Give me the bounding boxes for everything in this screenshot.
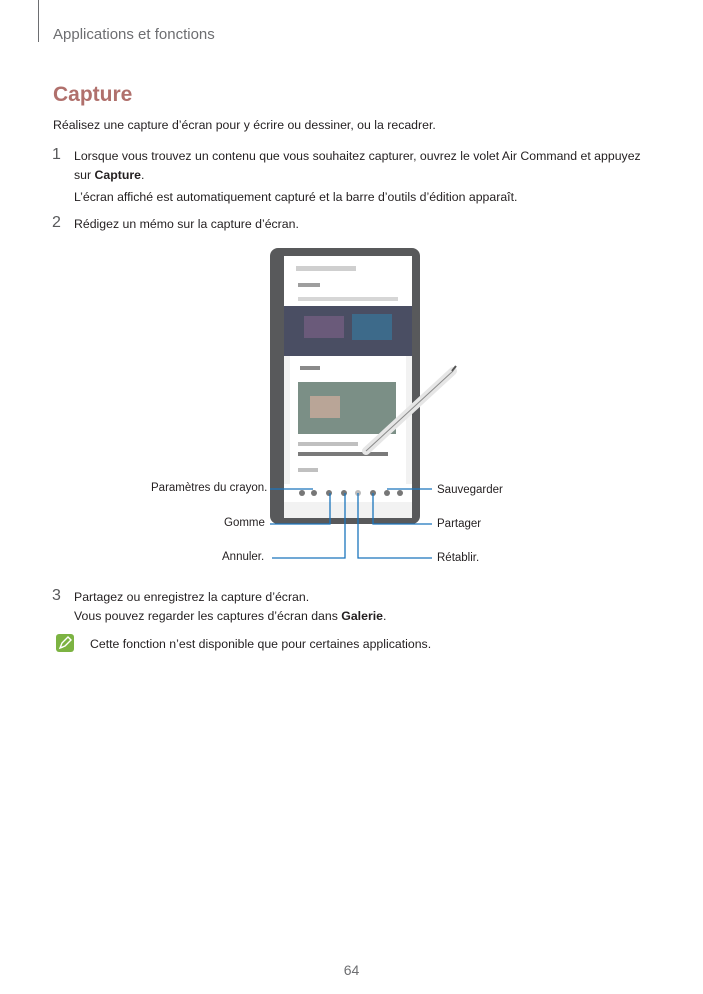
label-pen-settings: Paramètres du crayon. [151, 482, 268, 494]
chapter-title: Applications et fonctions [53, 26, 215, 43]
callout-eraser [270, 493, 330, 524]
callout-redo [358, 493, 432, 558]
note-text: Cette fonction n’est disponible que pour certaines applications. [90, 637, 432, 651]
step-3-suffix: . [382, 609, 387, 623]
label-redo: Rétablir. [437, 552, 480, 564]
step-2-number: 2 [52, 214, 61, 231]
step-3-number: 3 [52, 587, 61, 604]
label-eraser: Gomme [224, 517, 265, 529]
step-1-suffix: . [140, 168, 145, 182]
step-1-bold: Capture [94, 168, 141, 182]
page-number: 64 [343, 962, 360, 978]
section-title: Capture [53, 83, 133, 106]
section-intro: Réalisez une capture d’écran pour y écrire ou dessiner, ou la recadrer. [53, 118, 436, 132]
step-2-text: Rédigez un mémo sur la capture d’écran. [74, 217, 299, 231]
step-3-bold: Galerie [341, 609, 383, 623]
step-1-number: 1 [52, 146, 61, 163]
s-pen-illustration [366, 366, 456, 451]
step-3-prefix: Vous pouvez regarder les captures d’écran dans [74, 609, 342, 623]
callout-share [373, 493, 432, 524]
step-1-sub: L’écran affiché est automatiquement capturé et la barre d’outils d’édition apparaît. [74, 190, 518, 204]
step-3-text: Partagez ou enregistrez la capture d’écran. [74, 590, 310, 604]
label-undo: Annuler. [222, 551, 265, 563]
note-icon [56, 634, 74, 652]
label-save: Sauvegarder [437, 484, 503, 496]
label-share: Partager [437, 518, 482, 530]
callout-undo [272, 493, 345, 558]
step-1-prefix: sur [74, 168, 95, 182]
step-3-sub [74, 607, 664, 626]
step-1-line1: Lorsque vous trouvez un contenu que vous souhaitez capturer, ouvrez le volet Air Command et appuyez [74, 149, 641, 163]
